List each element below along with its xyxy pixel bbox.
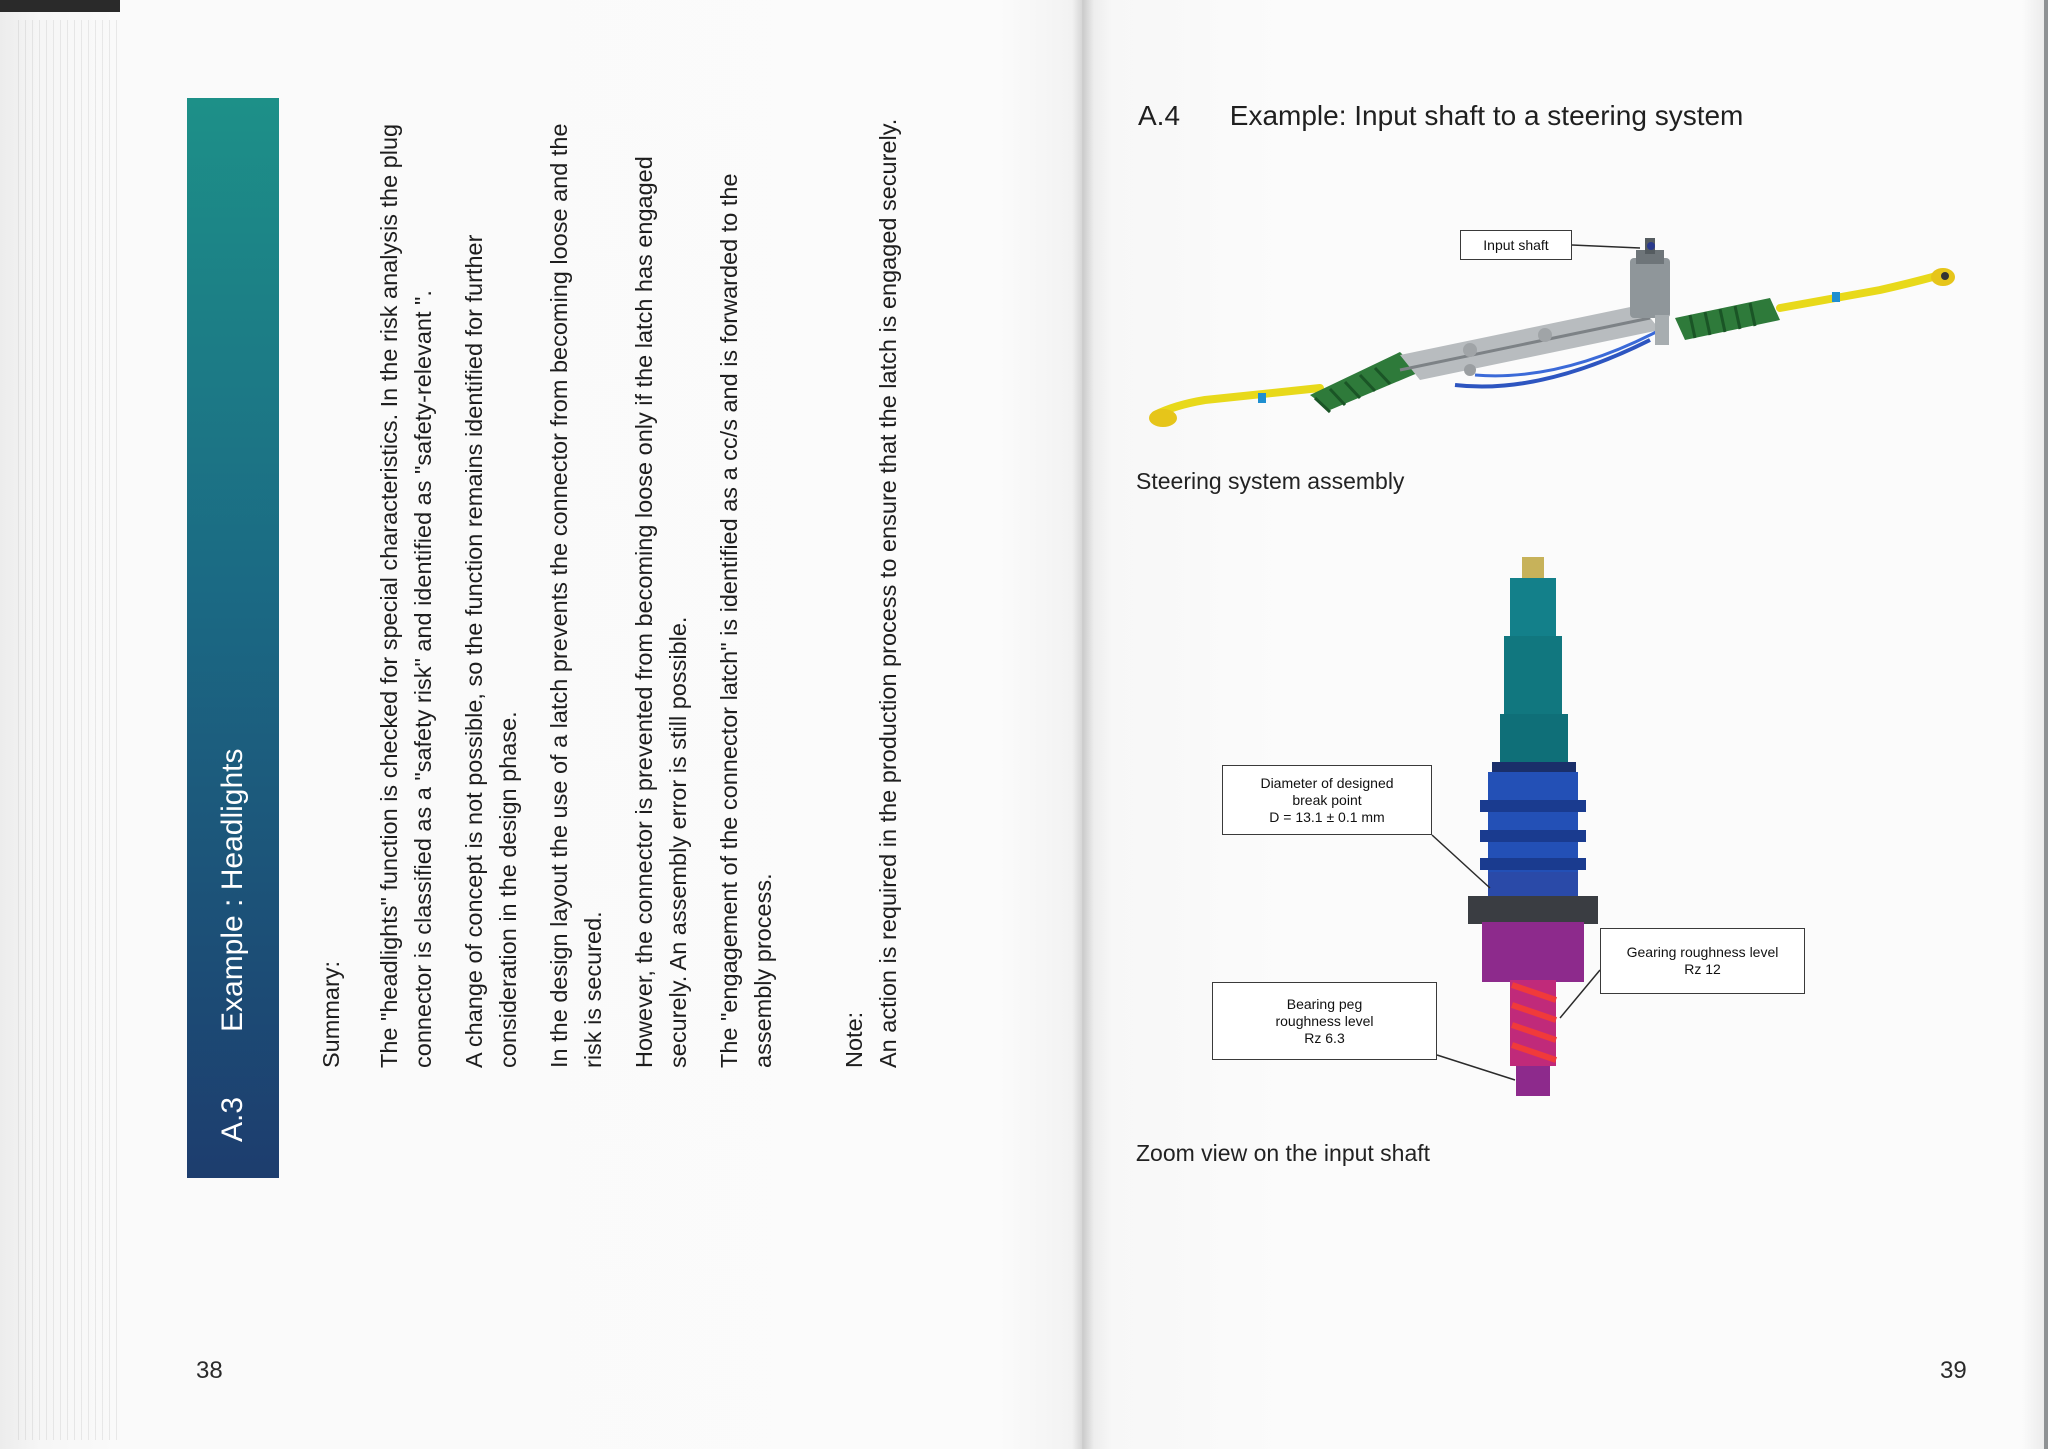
callout-leader: [1437, 1055, 1515, 1080]
heading-title: Example: Input shaft to a steering system: [1229, 100, 1744, 131]
callout-break-point-diameter: Diameter of designed break point D = 13.1 ± 0.1 mm: [1222, 765, 1432, 835]
section-number: A.3: [216, 1096, 249, 1142]
heading-number: A.4: [1138, 100, 1181, 131]
callout-bearing-peg-roughness: Bearing peg roughness level Rz 6.3: [1212, 982, 1437, 1060]
note-text: An action is required in the production process to ensure that the latch is engaged securely.: [875, 118, 901, 1068]
page-number-left: 38: [196, 1357, 223, 1384]
note-label: Note:: [841, 1011, 867, 1068]
callout-gearing-roughness: Gearing roughness level Rz 12: [1600, 928, 1805, 994]
body-paragraph: The "engagement of the connector latch" is identified as a cc/s and is forwarded to the assembly process.: [716, 173, 776, 1068]
body-paragraph: A change of concept is not possible, so the function remains identified for further consideration in the design phase.: [461, 234, 521, 1068]
page-number-right: 39: [1940, 1357, 1967, 1384]
input-shaft-illustration: [1468, 557, 1598, 1096]
body-paragraph: The "headlights" function is checked for special characteristics. In the risk analysis the plug connector is classified as a "safety risk" and identified as "safety-relevant ".: [376, 123, 436, 1068]
figure2-caption: Zoom view on the input shaft: [1136, 1140, 1431, 1166]
section-title: Example : Headlights: [216, 748, 249, 1032]
callout-input-shaft: Input shaft: [1460, 230, 1572, 260]
body-paragraph: In the design layout the use of a latch prevents the connector from becoming loose and the risk is secured.: [546, 123, 606, 1068]
figure1-caption: Steering system assembly: [1136, 468, 1405, 494]
body-paragraph: However, the connector is prevented from becoming loose only if the latch has engaged securely. An assembly error is still possible.: [631, 156, 691, 1068]
summary-label: Summary:: [318, 960, 344, 1068]
